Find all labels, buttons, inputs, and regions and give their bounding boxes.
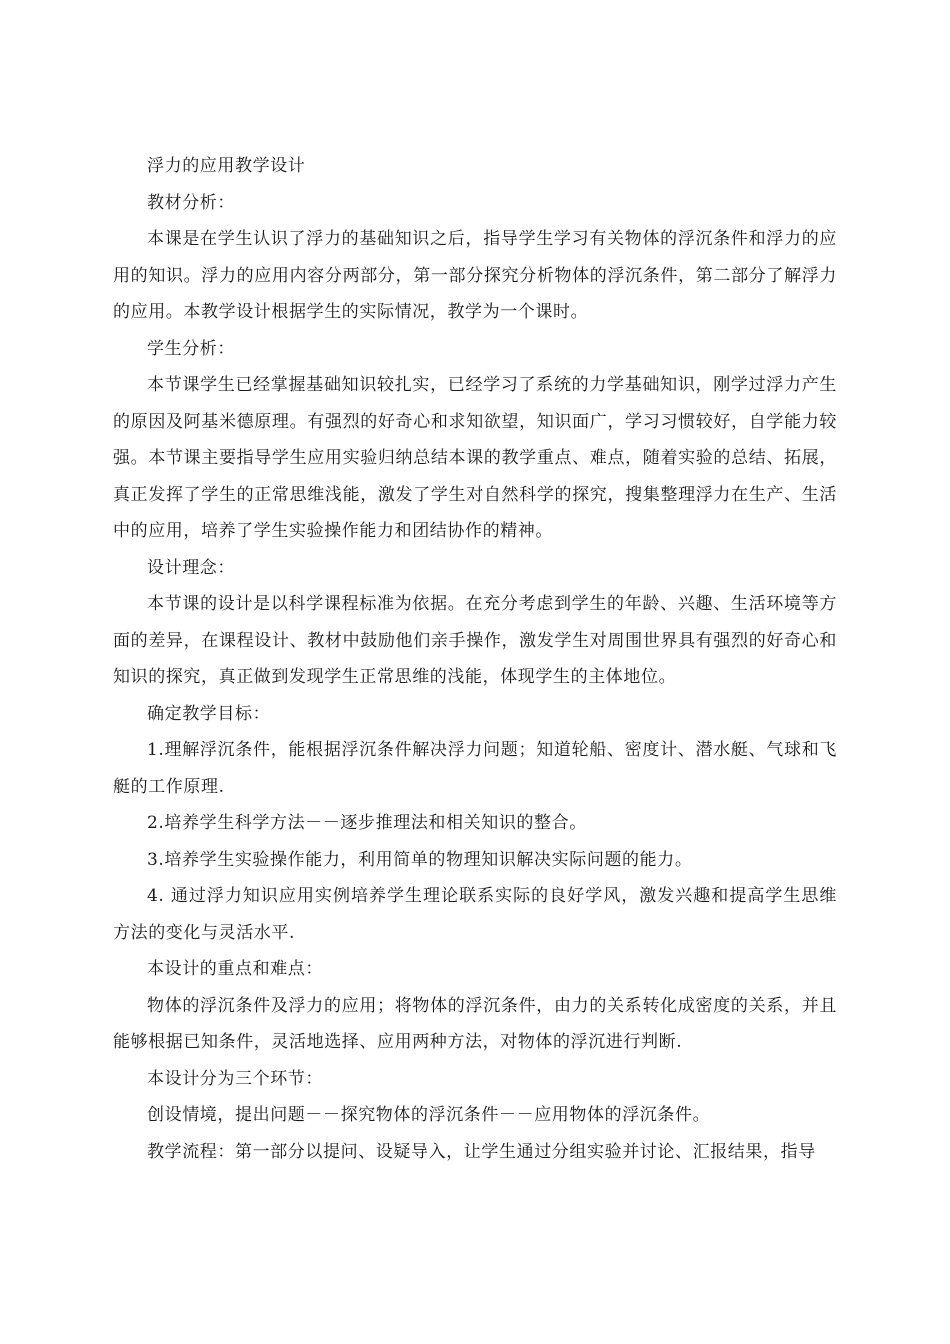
section-heading-key-points: 本设计的重点和难点：: [147, 959, 323, 979]
section-heading-teaching-goals: 确定教学目标：: [147, 703, 271, 724]
document-body: [113, 148, 837, 1170]
section-heading-design-concept: 设计理念：: [147, 557, 235, 578]
paragraph-key-points: 物体的浮沉条件及浮力的应用；将物体的浮沉条件，由力的关系转化成密度的关系，并且能够根据已知条件，灵活地选择、应用两种方法，对物体的浮沉进行判断.: [113, 995, 837, 1052]
section-heading-student-analysis: 学生分析：: [147, 338, 235, 359]
goal-item-2: 2.培养学生科学方法－－逐步推理法和相关知识的整合。: [147, 813, 587, 833]
section-heading-three-stages: 本设计分为三个环节：: [147, 1068, 323, 1089]
doc-title: 浮力的应用教学设计: [147, 156, 306, 176]
paragraph-textbook-analysis: 本课是在学生认识了浮力的基础知识之后，指导学生学习有关物体的浮沉条件和浮力的应用的知识。浮力的应用内容分两部分，第一部分探究分析物体的浮沉条件，第二部分了解浮力的应用。本教学设计根据学生的实际情况，教学为一个课时。: [113, 229, 837, 322]
section-heading-textbook-analysis: 教材分析：: [147, 192, 235, 213]
goal-item-4: 4. 通过浮力知识应用实例培养学生理论联系实际的良好学风，激发兴趣和提高学生思维方法的变化与灵活水平.: [113, 886, 837, 943]
paragraph-design-concept: 本节课的设计是以科学课程标准为依据。在充分考虑到学生的年龄、兴趣、生活环境等方面的差异，在课程设计、教材中鼓励他们亲手操作，激发学生对周围世界具有强烈的好奇心和知识的探究，真正做到发现学生正常思维的浅能，体现学生的主体地位。: [113, 594, 837, 687]
paragraph-three-stages: 创设情境，提出问题－－探究物体的浮沉条件－－应用物体的浮沉条件。: [147, 1105, 711, 1125]
paragraph-teaching-process: 教学流程：第一部分以提问、设疑导入，让学生通过分组实验并讨论、汇报结果，指导: [147, 1141, 816, 1162]
paragraph-student-analysis: 本节课学生已经掌握基础知识较扎实，已经学习了系统的力学基础知识，刚学过浮力产生的原因及阿基米德原理。有强烈的好奇心和求知欲望，知识面广，学习习惯较好，自学能力较强。本节课主要指导学生应用实验归纳总结本课的教学重点、难点，随着实验的总结、拓展，真正发挥了学生的正常思维浅能，激发了学生对自然科学的探究，搜集整理浮力在生产、生活中的应用，培养了学生实验操作能力和团结协作的精神。: [113, 375, 837, 541]
goal-item-1: 1.理解浮沉条件，能根据浮沉条件解决浮力问题；知道轮船、密度计、潜水艇、气球和飞艇的工作原理.: [113, 740, 837, 797]
goal-item-3: 3.培养学生实验操作能力，利用简单的物理知识解决实际问题的能力。: [147, 849, 693, 870]
